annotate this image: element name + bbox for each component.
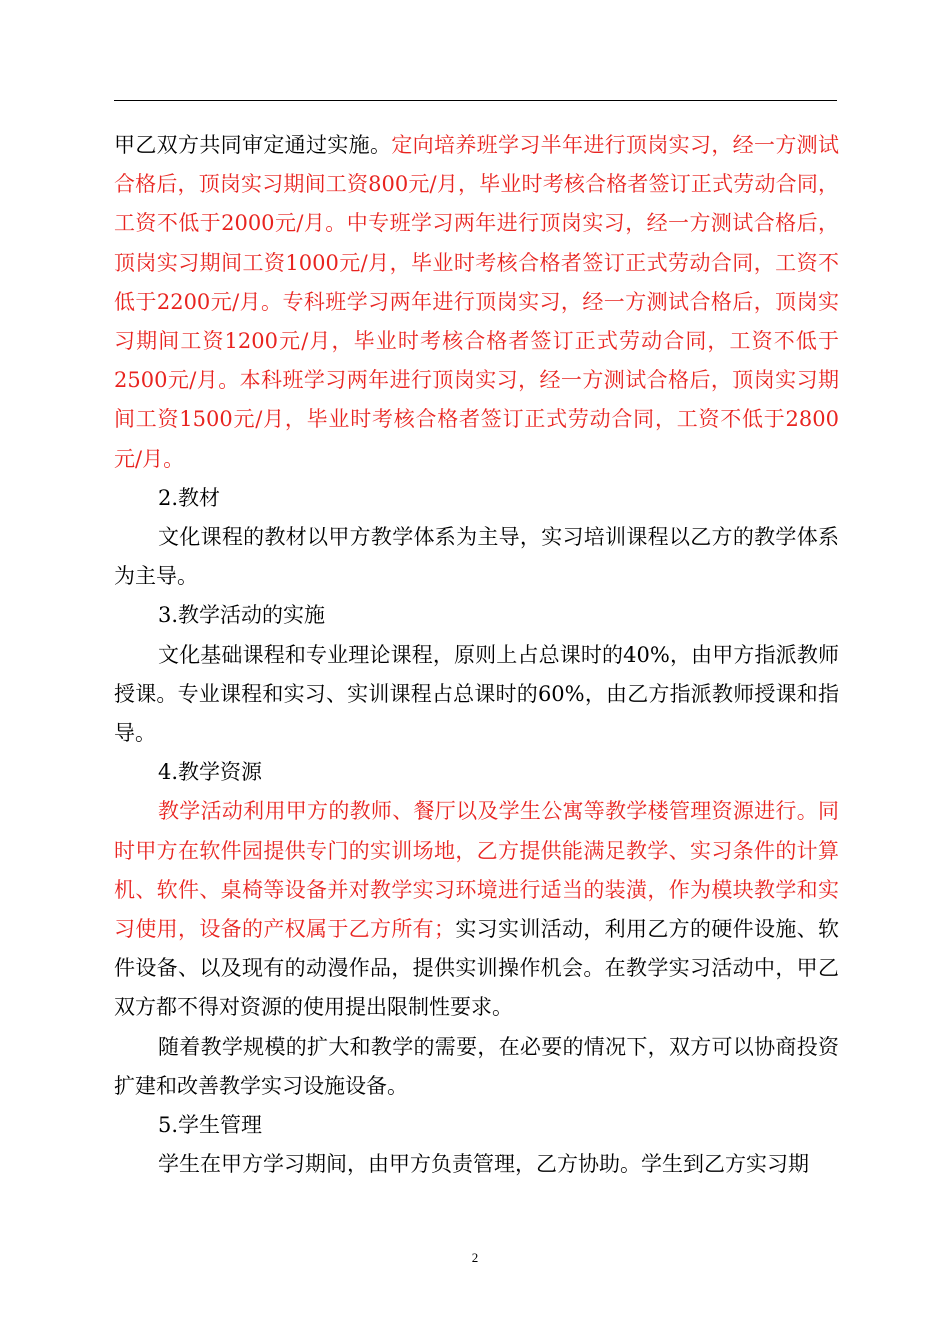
paragraph-resources	[114, 792, 839, 1027]
section-heading-textbooks: 2.教材	[158, 485, 221, 510]
section-heading-student-management: 5.学生管理	[158, 1113, 263, 1138]
section-heading-teaching: 3.教学活动的实施	[158, 603, 326, 628]
paragraph-textbooks: 文化课程的教材以甲方教学体系为主导，实习培训课程以乙方的教学体系为主导。	[114, 525, 839, 589]
text-highlight: 教学活动利用甲方的教师、餐厅以及学生公寓等教学楼管理资源进行。同时甲方在软件园提供专门的实训场地，乙方提供能满足教学、实习条件的计算机、软件、桌椅等设备并对教学实习环境进行适当的装潢，作为模块教学和实习使用，设备的产权属于乙方所有；	[114, 799, 839, 942]
paragraph-salary	[114, 126, 839, 479]
paragraph-teaching: 文化基础课程和专业理论课程，原则上占总课时的40%，由甲方指派教师授课。专业课程和实习、实训课程占总课时的60%，由乙方指派教师授课和指导。	[114, 642, 839, 746]
text-black: 实习实训活动，利用乙方的硬件设施、软件设备、以及现有的动漫作品，提供实训操作机会。在教学实习活动中，甲乙双方都不得对资源的使用提出限制性要求。	[114, 917, 839, 1020]
page-number: 2	[471, 1250, 479, 1265]
paragraph-expansion: 随着教学规模的扩大和教学的需要，在必要的情况下，双方可以协商投资扩建和改善教学实习设施设备。	[114, 1034, 839, 1098]
text-black: 甲乙双方共同审定通过实施。	[114, 133, 392, 157]
header-rule	[114, 100, 837, 101]
text-highlight: 定向培养班学习半年进行顶岗实习，经一方测试合格后，顶岗实习期间工资800元/月，毕业时考核合格者签订正式劳动合同，工资不低于2000元/月。中专班学习两年进行顶岗实习，经一方测试合格后，顶岗实习期间工资1000元/月，毕业时考核合格者签订正式劳动合同，工资不低于2200元/月。专科班学习两年进行顶岗实习，经一方测试合格后，顶岗实习期间工资1200元/月，毕业时考核合格者签订正式劳动合同，工资不低于2500元/月。本科班学习两年进行顶岗实习，经一方测试合格后，顶岗实习期间工资1500元/月，毕业时考核合格者签订正式劳动合同，工资不低于2800元/月。	[114, 133, 840, 471]
section-heading-resources: 4.教学资源	[158, 760, 263, 785]
document-body	[114, 126, 839, 1184]
paragraph-student-management: 学生在甲方学习期间，由甲方负责管理，乙方协助。学生到乙方实习期	[158, 1152, 809, 1177]
